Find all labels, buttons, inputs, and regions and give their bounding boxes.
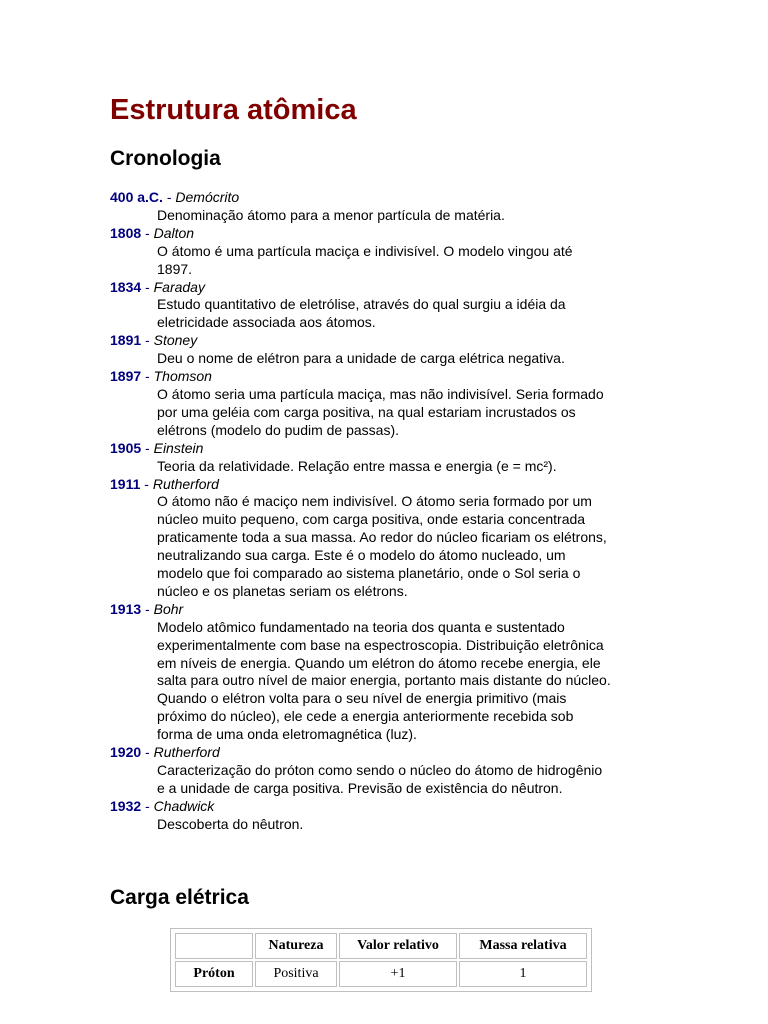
timeline-entry: [110, 476, 670, 601]
timeline-entry: [110, 368, 670, 440]
timeline-description-line: neutralizando sua carga. Este é o modelo do átomo nucleado, um: [157, 547, 566, 564]
timeline-year: 1932: [110, 797, 142, 814]
timeline-description-line: O átomo é uma partícula maciça e indivisível. O modelo vingou até: [157, 242, 573, 259]
timeline-entry-heading: [110, 476, 670, 494]
timeline-description-line: em níveis de energia. Quando um elétron do átomo recebe energia, ele: [157, 654, 601, 671]
table-row: [175, 961, 587, 987]
timeline-year: 1897: [110, 368, 142, 385]
timeline-scientist: Chadwick: [153, 797, 215, 814]
timeline-separator: -: [141, 224, 154, 241]
timeline-description-line: forma de uma onda eletromagnética (luz).: [157, 726, 417, 743]
timeline-description-line: elétrons (modelo do pudim de passas).: [157, 421, 400, 438]
timeline-scientist: Bohr: [153, 600, 184, 617]
timeline-description-line: eletricidade associada aos átomos.: [157, 314, 376, 331]
timeline-year: 400 a.C.: [110, 189, 163, 205]
timeline-year: 1808: [110, 224, 142, 241]
table-header-cell: [175, 933, 253, 959]
timeline-separator: -: [141, 368, 154, 385]
timeline-description-line: núcleo e os planetas seriam os elétrons.: [157, 582, 408, 599]
timeline-entry: [110, 798, 670, 834]
timeline-scientist: Einstein: [153, 439, 204, 456]
timeline-entry: [110, 440, 670, 476]
timeline-entry-heading: [110, 225, 670, 243]
timeline-description-line: O átomo não é maciço nem indivisível. O átomo seria formado por um: [157, 493, 592, 510]
timeline-separator: -: [141, 439, 154, 456]
timeline-entry: [110, 189, 670, 225]
timeline-separator: -: [141, 744, 154, 761]
timeline-scientist: Rutherford: [152, 475, 219, 492]
timeline-entry: [110, 225, 670, 279]
timeline-entry-heading: [110, 189, 670, 207]
charge-table-frame: [170, 928, 592, 992]
table-header-row: [175, 933, 587, 959]
timeline-separator: -: [141, 797, 154, 814]
timeline-description-line: próximo do núcleo), ele cede a energia anteriormente recebida sob: [157, 708, 574, 725]
timeline-year: 1920: [110, 744, 142, 761]
timeline-year: 1913: [110, 600, 142, 617]
timeline-description-line: Denominação átomo para a menor partícula de matéria.: [157, 206, 505, 223]
timeline-entry: [110, 332, 670, 368]
table-header-cell: Valor relativo: [339, 933, 457, 959]
timeline-entry: [110, 279, 670, 333]
table-row-label: Próton: [175, 961, 253, 987]
timeline-description-line: salta para outro nível de maior energia, portanto mais distante do núcleo.: [157, 672, 611, 689]
timeline-description-line: Descoberta do nêutron.: [157, 815, 304, 832]
timeline-scientist: Faraday: [153, 278, 205, 295]
timeline-description-line: Quando o elétron volta para o seu nível de energia primitivo (mais: [157, 690, 567, 707]
timeline-description-line: experimentalmente com base na espectroscopia. Distribuição eletrônica: [157, 636, 604, 653]
timeline-scientist: Stoney: [153, 332, 198, 349]
timeline-scientist: Rutherford: [153, 744, 220, 761]
timeline-description-line: Caracterização do próton como sendo o núcleo do átomo de hidrogênio: [157, 762, 603, 778]
timeline-description-line: Deu o nome de elétron para a unidade de carga elétrica negativa.: [157, 350, 565, 367]
timeline-separator: -: [141, 600, 154, 617]
table-header-cell: Massa relativa: [459, 933, 587, 959]
timeline-separator: -: [140, 475, 153, 492]
timeline-description-line: Modelo atômico fundamentado na teoria dos quanta e sustentado: [157, 618, 565, 635]
timeline-year: 1891: [110, 332, 142, 349]
timeline-scientist: Dalton: [153, 224, 195, 241]
timeline-description-line: e a unidade de carga positiva. Previsão de existência do nêutron.: [157, 779, 563, 796]
timeline-description-line: O átomo seria uma partícula maciça, mas não indivisível. Seria formado: [157, 385, 604, 402]
timeline-entry: [110, 744, 670, 798]
timeline-entry-heading: [110, 440, 670, 458]
timeline-entry-heading: [110, 279, 670, 297]
timeline-description-line: Estudo quantitativo de eletrólise, através do qual surgiu a idéia da: [157, 296, 566, 313]
timeline-year: 1834: [110, 278, 142, 295]
timeline-scientist: Demócrito: [175, 189, 240, 205]
timeline-scientist: Thomson: [153, 368, 212, 385]
table-header-cell: Natureza: [255, 933, 337, 959]
charge-table: [173, 931, 589, 989]
timeline-separator: -: [162, 189, 176, 205]
timeline-separator: -: [141, 278, 154, 295]
timeline-description-line: praticamente toda a sua massa. Ao redor do núcleo ficariam os elétrons,: [157, 529, 607, 546]
section-heading-cronologia: Cronologia: [110, 147, 221, 170]
timeline-description-line: 1897.: [157, 260, 193, 277]
timeline-description-line: núcleo muito pequeno, com carga positiva, onde estaria concentrada: [157, 511, 586, 528]
timeline-separator: -: [141, 332, 154, 349]
table-cell: +1: [339, 961, 457, 987]
timeline-description-line: por uma geléia com carga positiva, na qual estariam incrustados os: [157, 403, 576, 420]
page-title: Estrutura atômica: [110, 94, 357, 126]
timeline-list: [110, 189, 670, 834]
timeline-year: 1905: [110, 439, 142, 456]
section-heading-carga-eletrica: Carga elétrica: [110, 886, 249, 909]
table-cell: Positiva: [255, 961, 337, 987]
timeline-entry-heading: [110, 368, 670, 386]
timeline-entry: [110, 601, 670, 744]
timeline-year: 1911: [110, 475, 141, 492]
timeline-entry-heading: [110, 601, 670, 619]
timeline-description-line: Teoria da relatividade. Relação entre massa e energia (e = mc²).: [157, 457, 557, 474]
timeline-entry-heading: [110, 744, 670, 762]
table-cell: 1: [459, 961, 587, 987]
timeline-description-line: modelo que foi comparado ao sistema planetário, onde o Sol seria o: [157, 565, 581, 582]
timeline-entry-heading: [110, 332, 670, 350]
timeline-entry-heading: [110, 798, 670, 816]
